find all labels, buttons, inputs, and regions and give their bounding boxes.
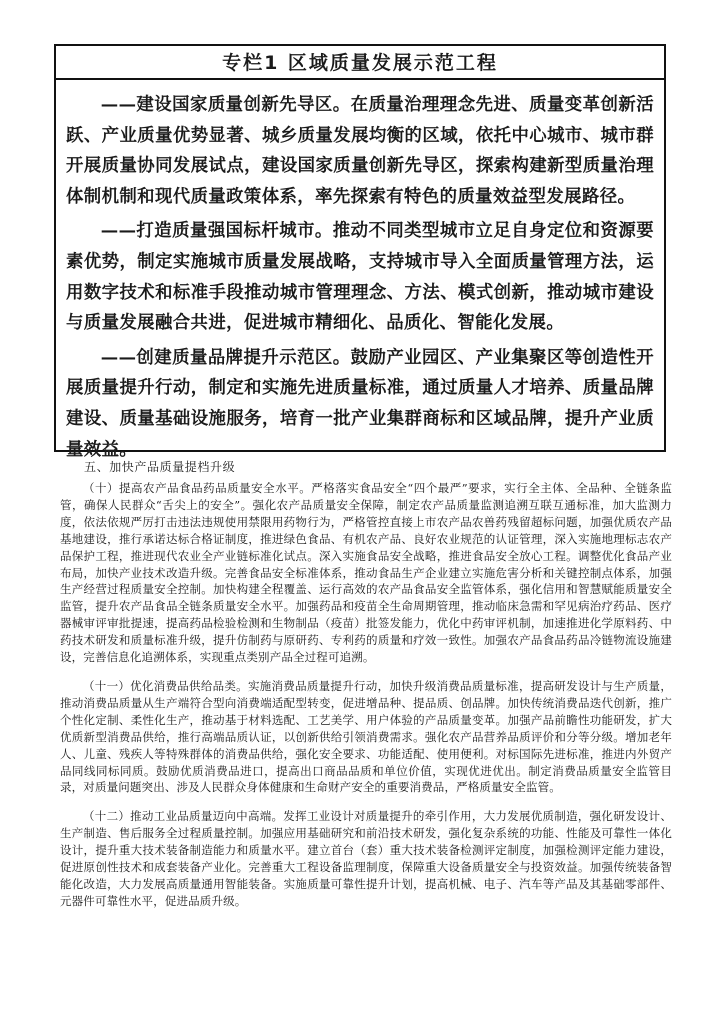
special-column-paragraph: ——创建质量品牌提升示范区。鼓励产业园区、产业集聚区等创造性开展质量提升行动，制定和实施先进质量标准，通过质量人才培养、质量品牌建设、质量基础设施服务，培育一批产业集群商标和区域品牌，提升产业质量效益。 [66, 347, 654, 460]
body-paragraph-10: （十）提高农产品食品药品质量安全水平。严格落实食品安全“四个最严”要求，实行全主体、全品种、全链条监管，确保人民群众“舌尖上的安全”。强化农产品质量安全保障，制定农产品质量监测追溯互联互通标准，加大监测力度，依法依规严厉打击违法违规使用禁限用药物行为，严格管控直接上市农产品农兽药残留超标问题，加强优质农产品基地建设，推行承诺达标合格证制度，推进绿色食品、有机农产品、良好农业规范的认证管理，深入实施地理标志农产品保护工程，推进现代农业全产业链标准化试点。深入实施食品安全战略，推进食品安全放心工程。调整优化食品产业布局，加快产业技术改造升级。完善食品安全标准体系，推动食品生产企业建立实施危害分析和关键控制点体系，加强生产经营过程质量安全控制。加快构建全程覆盖、运行高效的农产品食品安全监管体系，强化信用和智慧赋能质量安全监管，提升农产品食品全链条质量安全水平。加强药品和疫苗全生命周期管理，推动临床急需和罕见病治疗药品、医疗器械审评审批提速，提高药品检验检测和生物制品（疫苗）批签发能力，优化中药审评机制，加速推进化学原料药、中药技术研发和质量标准升级，提升仿制药与原研药、专利药的质量和疗效一致性。加强农产品食品药品冷链物流设施建设，完善信息化追溯体系，实现重点类别产品全过程可追溯。 [60, 481, 672, 665]
main-body [60, 480, 672, 922]
special-column-paragraph: ——建设国家质量创新先导区。在质量治理理念先进、质量变革创新活跃、产业质量优势显著、城乡质量发展均衡的区域，依托中心城市、城市群开展质量协同发展试点，建设国家质量创新先导区，探索构建新型质量治理体制机制和现代质量政策体系，率先探索有特色的质量效益型发展路径。 [66, 95, 654, 207]
body-paragraph-11: （十一）优化消费品供给品类。实施消费品质量提升行动，加快升级消费品质量标准，提高研发设计与生产质量，推动消费品质量从生产端符合型向消费端适配型转变，促进增品种、提品质、创品牌。加快传统消费品迭代创新，推广个性化定制、柔性化生产，推动基于材料选配、工艺美学、用户体验的产品质量变革。加强产品前瞻性功能研发，扩大优质新型消费品供给，推行高端品质认证，以创新供给引领消费需求。强化农产品营养品质评价和分等分级。增加老年人、儿童、残疾人等特殊群体的消费品供给，强化安全要求、功能适配、使用便利。对标国际先进标准，推进内外贸产品同线同标同质。鼓励优质消费品进口，提高出口商品品质和单位价值，实现优进优出。制定消费品质量安全监管目录，对质量问题突出、涉及人民群众身体健康和生命财产安全的重要消费品，严格质量安全监管。 [60, 678, 672, 795]
special-column-box [54, 44, 666, 460]
section-heading: 五、加快产品质量提档升级 [84, 460, 236, 474]
body-paragraph-12: （十二）推动工业品质量迈向中高端。发挥工业设计对质量提升的牵引作用，大力发展优质制造，强化研发设计、生产制造、售后服务全过程质量控制。加强应用基础研究和前沿技术研发，强化复杂系统的功能、性能及可靠性一体化设计，提升重大技术装备制造能力和质量水平。建立首台（套）重大技术装备检测评定制度，加强检测评定能力建设，促进原创性技术和成套装备产业化。完善重大工程设备监理制度，保障重大设备质量安全与投资效益。加强传统装备智能化改造，大力发展高质量通用智能装备。实施质量可靠性提升计划，提高机械、电子、汽车等产品及其基础零部件、元器件可靠性水平，促进品质升级。 [60, 809, 672, 908]
special-column-title: 专栏1 区域质量发展示范工程 [222, 52, 498, 74]
special-column-paragraph: ——打造质量强国标杆城市。推动不同类型城市立足自身定位和资源要素优势，制定实施城市质量发展战略，支持城市导入全面质量管理方法，运用数字技术和标准手段推动城市管理理念、方法、模式创新，推动城市建设与质量发展融合共进，促进城市精细化、品质化、智能化发展。 [66, 221, 654, 334]
special-column-body [66, 90, 654, 469]
title-divider [56, 78, 664, 80]
